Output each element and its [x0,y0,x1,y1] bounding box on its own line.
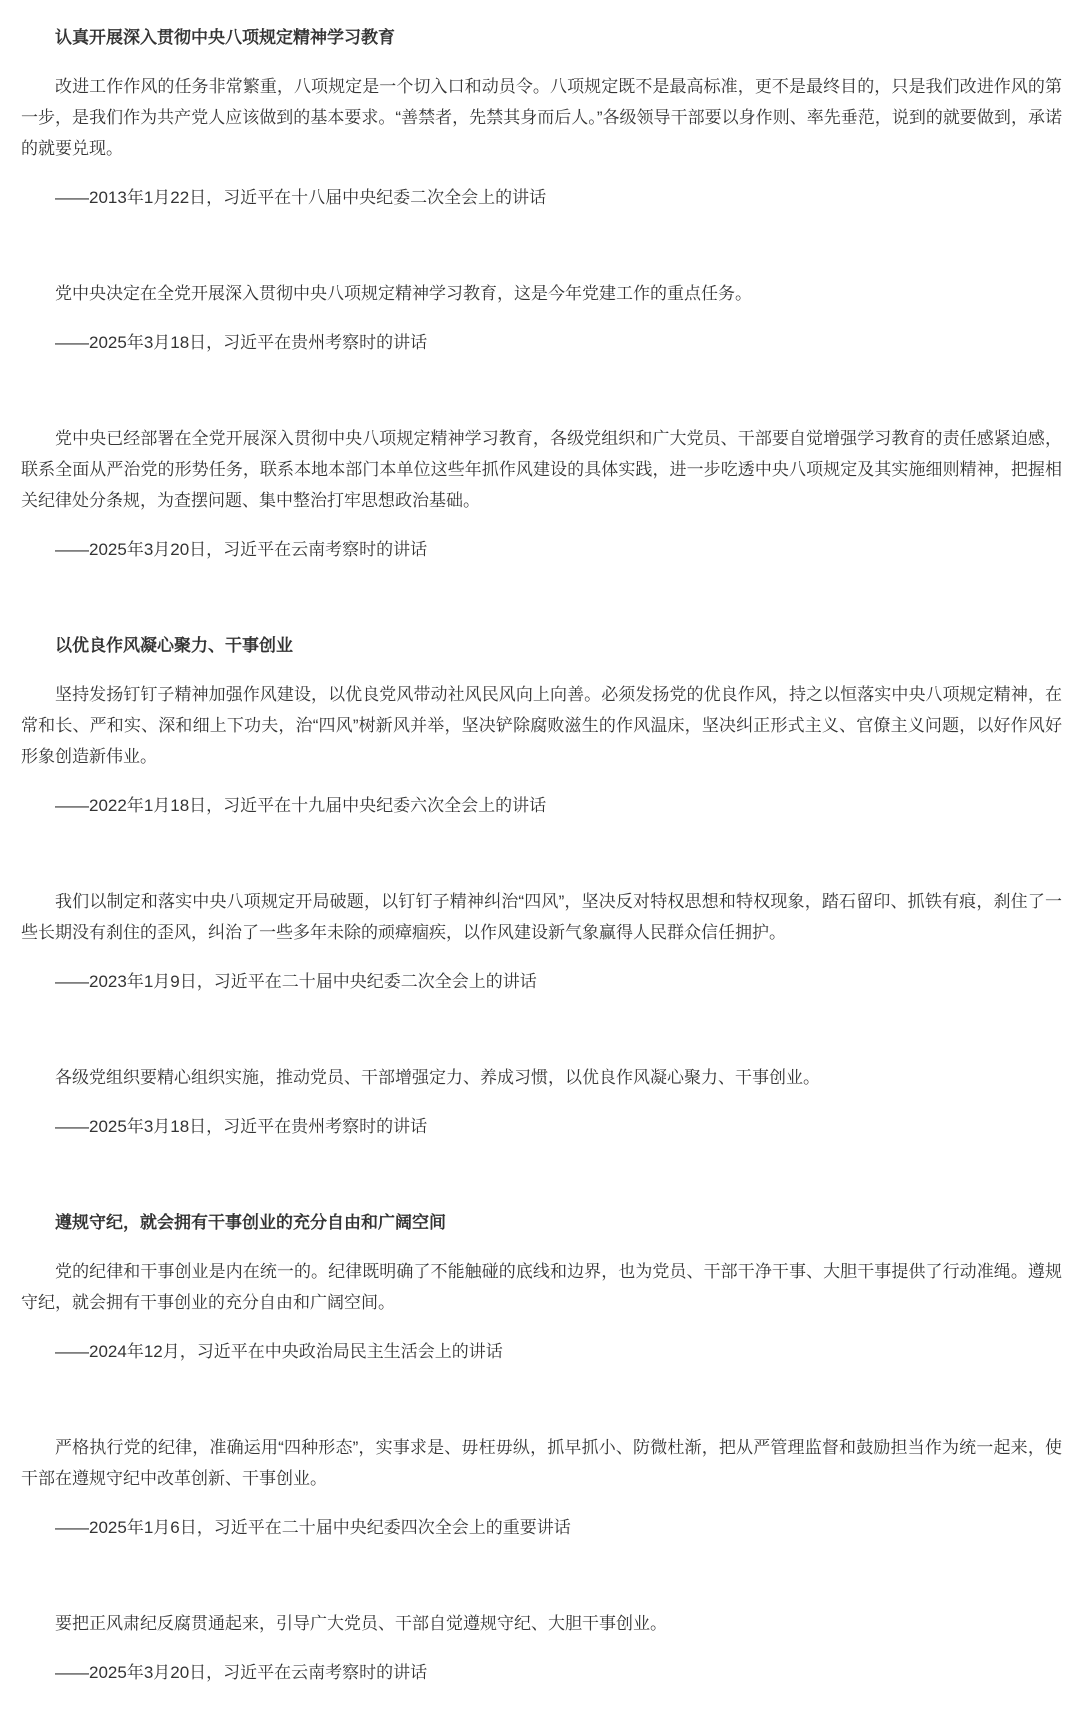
quote-block [21,886,1062,997]
section-heading: 遵规守纪，就会拥有干事创业的充分自由和广阔空间 [55,1213,446,1232]
quote-paragraph: 党中央已经部署在全党开展深入贯彻中央八项规定精神学习教育，各级党组织和广大党员、干部要自觉增强学习教育的责任感紧迫感，联系全面从严治党的形势任务，联系本地本部门本单位这些年抓作风建设的具体实践，进一步吃透中央八项规定及其实施细则精神，把握相关纪律处分条规，为查摆问题、集中整治打牢思想政治基础。 [21,429,1062,510]
quote-block [21,423,1062,565]
quote-block [21,1432,1062,1543]
section-discipline-freedom [21,1207,1062,1688]
quote-block [21,1608,1062,1688]
quote-block [21,71,1062,213]
quote-paragraph: 党中央决定在全党开展深入贯彻中央八项规定精神学习教育，这是今年党建工作的重点任务。 [55,284,752,303]
quote-block [21,1256,1062,1367]
quote-paragraph: 严格执行党的纪律，准确运用“四种形态”，实事求是、毋枉毋纵，抓早抓小、防微杜渐，把从严管理监督和鼓励担当作为统一起来，使干部在遵规守纪中改革创新、干事创业。 [21,1438,1062,1488]
quote-paragraph: 党的纪律和干事创业是内在统一的。纪律既明确了不能触碰的底线和边界，也为党员、干部干净干事、大胆干事提供了行动准绳。遵规守纪，就会拥有干事创业的充分自由和广阔空间。 [21,1262,1062,1312]
section-heading: 认真开展深入贯彻中央八项规定精神学习教育 [55,28,395,47]
quote-paragraph: 坚持发扬钉钉子精神加强作风建设，以优良党风带动社风民风向上向善。必须发扬党的优良作风，持之以恒落实中央八项规定精神，在常和长、严和实、深和细上下功夫，治“四风”树新风并举，坚决铲除腐败滋生的作风温床，坚决纠正形式主义、官僚主义问题，以好作风好形象创造新伟业。 [21,685,1062,766]
quote-source: ——2022年1月18日，习近平在十九届中央纪委六次全会上的讲话 [55,796,547,815]
quote-block [21,1062,1062,1142]
quote-source: ——2025年3月20日，习近平在云南考察时的讲话 [55,1663,428,1682]
quote-source: ——2024年12月，习近平在中央政治局民主生活会上的讲话 [55,1342,503,1361]
quote-source: ——2025年1月6日，习近平在二十届中央纪委四次全会上的重要讲话 [55,1518,571,1537]
quote-source: ——2013年1月22日，习近平在十八届中央纪委二次全会上的讲话 [55,188,547,207]
quote-source: ——2025年3月18日，习近平在贵州考察时的讲话 [55,1117,428,1136]
section-study-education [21,22,1062,565]
quote-source: ——2025年3月20日，习近平在云南考察时的讲话 [55,540,428,559]
quote-source: ——2023年1月9日，习近平在二十届中央纪委二次全会上的讲话 [55,972,537,991]
quote-paragraph: 改进工作作风的任务非常繁重，八项规定是一个切入口和动员令。八项规定既不是最高标准，更不是最终目的，只是我们改进作风的第一步，是我们作为共产党人应该做到的基本要求。“善禁者，先禁其身而后人。”各级领导干部要以身作则、率先垂范，说到的就要做到，承诺的就要兑现。 [21,77,1062,158]
section-heading: 以优良作风凝心聚力、干事创业 [55,636,293,655]
quote-paragraph: 我们以制定和落实中央八项规定开局破题，以钉钉子精神纠治“四风”，坚决反对特权思想和特权现象，踏石留印、抓铁有痕，刹住了一些长期没有刹住的歪风，纠治了一些多年未除的顽瘴痼疾，以作风建设新气象赢得人民群众信任拥护。 [21,892,1062,942]
quote-source: ——2025年3月18日，习近平在贵州考察时的讲话 [55,333,428,352]
quote-block [21,679,1062,821]
quote-block [21,278,1062,358]
quote-paragraph: 各级党组织要精心组织实施，推动党员、干部增强定力、养成习惯，以优良作风凝心聚力、干事创业。 [55,1068,820,1087]
section-fine-workstyle [21,630,1062,1142]
quote-paragraph: 要把正风肃纪反腐贯通起来，引导广大党员、干部自觉遵规守纪、大胆干事创业。 [55,1614,667,1633]
